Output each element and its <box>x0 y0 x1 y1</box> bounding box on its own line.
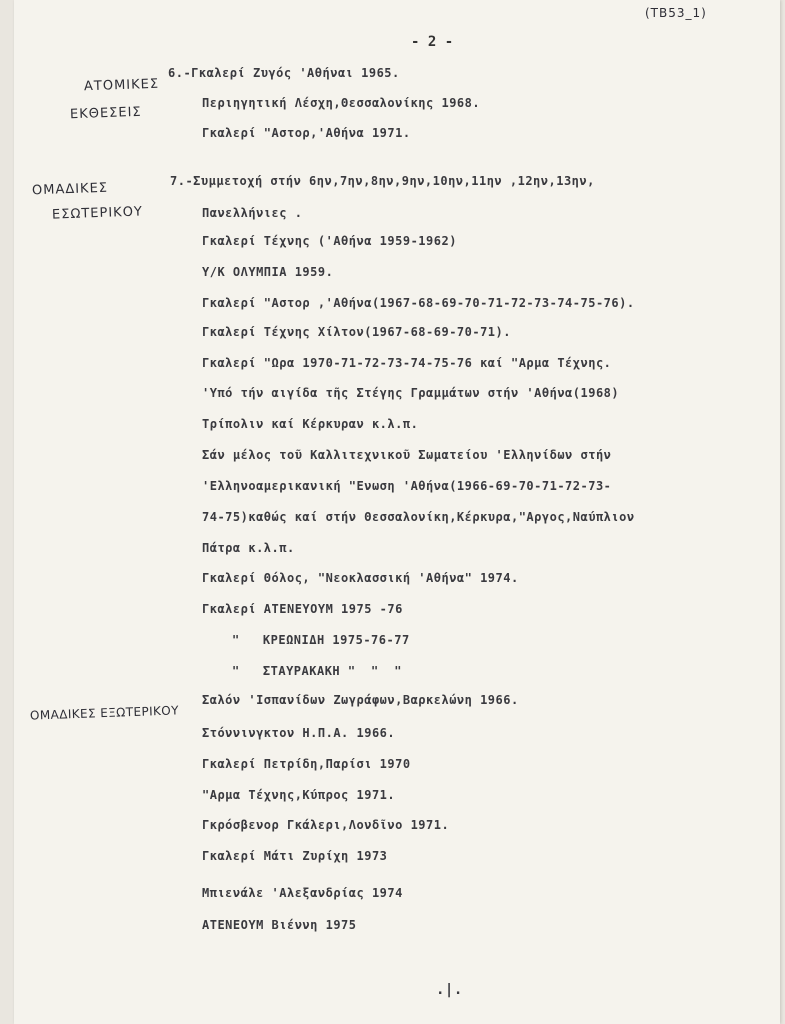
margin-note-solo-line2: ΕΚΘΕΣΕΙΣ <box>69 104 142 123</box>
page-end-mark: .|. <box>436 982 463 998</box>
entry-line: Περιηγητική Λέσχη,Θεσσαλονίκης 1968. <box>202 96 481 110</box>
entry-line: Γκαλερί Θόλος, "Νεοκλασσική 'Αθήνα" 1974. <box>202 571 519 585</box>
entry-line: Γκαλερί ΑΤΕΝΕΥΟΥΜ 1975 -76 <box>202 602 403 616</box>
entry-line: Μπιενάλε 'Αλεξανδρίας 1974 <box>202 886 403 900</box>
entry-line: Στόννινγκτον Η.Π.Α. 1966. <box>202 726 396 740</box>
archive-reference: (ΤΒ53_1) <box>645 6 707 20</box>
entry-line: 6.-Γκαλερί Ζυγός 'Αθήναι 1965. <box>168 66 400 80</box>
entry-line: Τρίπολιν καί Κέρκυραν κ.λ.π. <box>202 417 419 431</box>
margin-note-solo-line1: ΑΤΟΜΙΚΕΣ <box>83 76 160 95</box>
entry-line: 'Υπό τήν αιγίδα τῆς Στέγης Γραμμάτων στήν 'Αθήνα(1968) <box>202 386 620 400</box>
entry-line: 74-75)καθώς καί στήν Θεσσαλονίκη,Κέρκυρα,"Αργος,Ναύπλιον <box>202 510 635 524</box>
entry-line: Γκαλερί Τέχνης Χίλτον(1967-68-69-70-71). <box>202 325 511 339</box>
entry-line: " ΣΤΑΥΡΑΚΑΚΗ " " " <box>232 664 402 678</box>
entry-line: 7.-Συμμετοχή στήν 6ην,7ην,8ην,9ην,10ην,11ην ,12ην,13ην, <box>170 174 595 188</box>
entry-line: Γκαλερί Τέχνης ('Αθήνα 1959-1962) <box>202 234 457 248</box>
margin-note-group-domestic-line2: ΕΣΩΤΕΡΙΚΟΥ <box>51 204 144 223</box>
entry-line: Γκαλερί "Ωρα 1970-71-72-73-74-75-76 καί "Αρμα Τέχνης. <box>202 356 612 370</box>
entry-line: Υ/Κ ΟΛΥΜΠΙΑ 1959. <box>202 265 334 279</box>
entry-line: Πανελλήνιες . <box>202 206 303 220</box>
margin-note-group-abroad: ΟΜΑΔΙΚΕΣ ΕΞΩΤΕΡΙΚΟΥ <box>29 703 180 723</box>
entry-line: " ΚΡΕΩΝΙΔΗ 1975-76-77 <box>232 633 410 647</box>
entry-line: 'Ελληνοαμερικανική "Ενωση 'Αθήνα(1966-69-70-71-72-73- <box>202 479 612 493</box>
entry-line: Γκρόσβενορ Γκάλερι,Λονδῖνο 1971. <box>202 818 450 832</box>
entry-line: Γκαλερί "Αστορ ,'Αθήνα(1967-68-69-70-71-72-73-74-75-76). <box>202 296 635 310</box>
entry-line: Σαλόν 'Ισπανίδων Ζωγράφων,Βαρκελώνη 1966. <box>202 693 519 707</box>
entry-line: Γκαλερί Μάτι Ζυρίχη 1973 <box>202 849 388 863</box>
margin-note-group-domestic-line1: ΟΜΑΔΙΚΕΣ <box>31 180 109 199</box>
entry-line: Σάν μέλος τοῦ Καλλιτεχνικοῦ Σωματείου 'Ελληνίδων στήν <box>202 448 612 462</box>
page-number: - 2 - <box>411 34 454 50</box>
entry-line: "Αρμα Τέχνης,Κύπρος 1971. <box>202 788 396 802</box>
entry-line: Γκαλερί "Αστορ,'Αθήνα 1971. <box>202 126 411 140</box>
document-page <box>14 0 780 1024</box>
entry-line: Γκαλερί Πετρίδη,Παρίσι 1970 <box>202 757 411 771</box>
entry-line: Πάτρα κ.λ.π. <box>202 541 295 555</box>
entry-line: ΑΤΕΝΕΟΥΜ Βιέννη 1975 <box>202 918 357 932</box>
